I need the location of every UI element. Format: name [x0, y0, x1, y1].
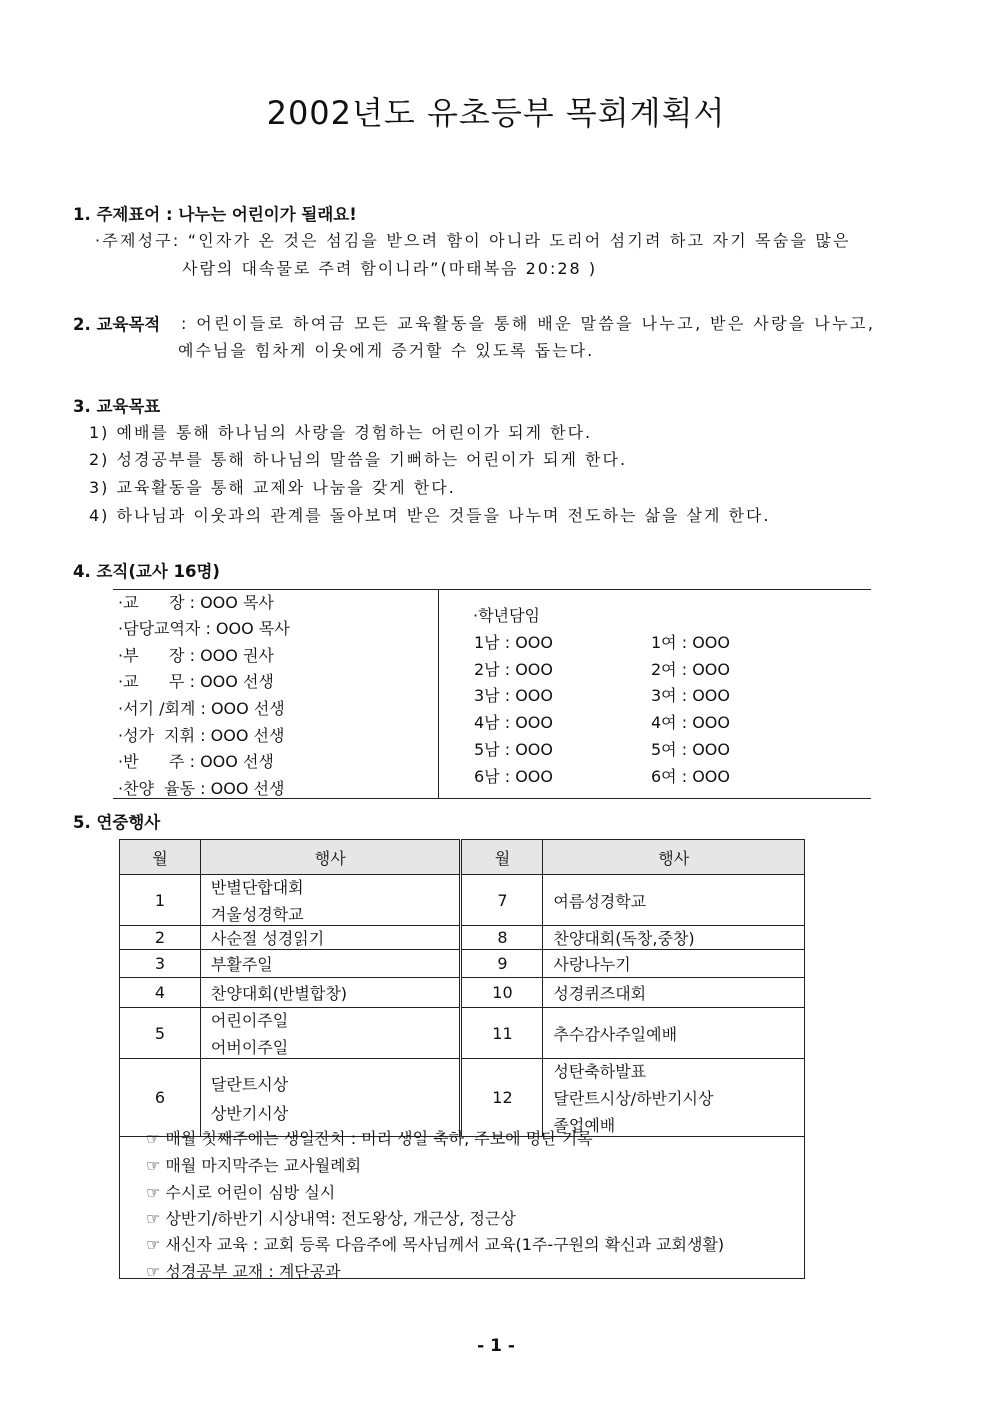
- goal-item: 1) 예배를 통해 하나님의 사랑을 경험하는 어린이가 되게 한다.: [89, 423, 593, 442]
- month-cell: 7: [461, 875, 543, 926]
- education-purpose-line-1: : 어린이들로 하여금 모든 교육활동을 통해 배운 말씀을 나누고, 받은 사랑을 나누고,: [181, 314, 876, 333]
- staff-item: ·서기 /회계 : OOO 선생: [118, 699, 285, 718]
- grade-teacher-title: ·학년담임: [473, 606, 540, 625]
- grade-teacher-girls: 3여 : OOO: [651, 686, 730, 705]
- month-cell: 1: [120, 875, 201, 926]
- event-cell: 찬양대회(반별합창): [200, 978, 461, 1008]
- table-row: [120, 978, 805, 1008]
- page-number: - 1 -: [477, 1336, 515, 1356]
- column-header-month: 월: [461, 840, 543, 875]
- note-item: ☞ 매월 첫째주에는 생일잔치 : 미리 생일 축하, 주보에 명단 기록: [146, 1129, 593, 1148]
- table-header-row: [120, 840, 805, 875]
- theme-verse-line-1: ·주제성구: “인자가 온 것은 섬김을 받으려 함이 아니라 도리어 섬기려 하고 자기 목숨을 많은: [95, 231, 851, 250]
- event-cell: 반별단합대회 겨울성경학교: [200, 875, 461, 926]
- month-cell: 4: [120, 978, 201, 1008]
- month-cell: 2: [120, 926, 201, 950]
- month-cell: 11: [461, 1008, 543, 1059]
- event-cell: 성탄축하발표 달란트시상/하반기시상 졸업예배: [543, 1059, 805, 1137]
- section-2-heading: 2. 교육목적: [73, 315, 161, 334]
- month-cell: 8: [461, 926, 543, 950]
- org-divider: [438, 589, 439, 798]
- section-1-heading: 1. 주제표어 : 나누는 어린이가 될래요!: [73, 205, 357, 224]
- note-item: ☞ 새신자 교육 : 교회 등록 다음주에 목사님께서 교육(1주-구원의 확신과 교회생활): [146, 1235, 725, 1254]
- column-header-month: 월: [120, 840, 201, 875]
- grade-teacher-girls: 4여 : OOO: [651, 713, 730, 732]
- event-cell: 추수감사주일예배: [543, 1008, 805, 1059]
- month-cell: 6: [120, 1059, 201, 1137]
- event-cell: 부활주일: [200, 950, 461, 978]
- month-cell: 12: [461, 1059, 543, 1137]
- month-cell: 3: [120, 950, 201, 978]
- grade-teacher-boys: 5남 : OOO: [474, 740, 553, 759]
- goal-item: 3) 교육활동을 통해 교제와 나눔을 갖게 한다.: [89, 478, 456, 497]
- table-row: [120, 950, 805, 978]
- grade-teacher-boys: 4남 : OOO: [474, 713, 553, 732]
- month-cell: 9: [461, 950, 543, 978]
- section-3-heading: 3. 교육목표: [73, 397, 161, 416]
- grade-teacher-boys: 2남 : OOO: [474, 660, 553, 679]
- event-cell: 사순절 성경읽기: [200, 926, 461, 950]
- event-cell: 사랑나누기: [543, 950, 805, 978]
- month-cell: 5: [120, 1008, 201, 1059]
- staff-item: ·찬양 율동 : OOO 선생: [118, 779, 285, 798]
- table-row: [120, 1008, 805, 1059]
- event-cell: 어린이주일 어버이주일: [200, 1008, 461, 1059]
- goal-item: 4) 하나님과 이웃과의 관계를 돌아보며 받은 것들을 나누며 전도하는 삶을 살게 한다.: [89, 506, 771, 525]
- goal-item: 2) 성경공부를 통해 하나님의 말씀을 기뻐하는 어린이가 되게 한다.: [89, 450, 628, 469]
- staff-item: ·부 장 : OOO 권사: [118, 646, 274, 665]
- section-5-heading: 5. 연중행사: [73, 813, 161, 832]
- grade-teacher-girls: 1여 : OOO: [651, 633, 730, 652]
- grade-teacher-boys: 6남 : OOO: [474, 767, 553, 786]
- column-header-event: 행사: [543, 840, 805, 875]
- grade-teacher-boys: 3남 : OOO: [474, 686, 553, 705]
- column-header-event: 행사: [200, 840, 461, 875]
- table-row: [120, 875, 805, 926]
- theme-verse-line-2: 사람의 대속물로 주려 함이니라”(마태복음 20:28 ): [182, 259, 598, 278]
- grade-teacher-girls: 5여 : OOO: [651, 740, 730, 759]
- staff-item: ·담당교역자 : OOO 목사: [118, 619, 290, 638]
- staff-item: ·교 무 : OOO 선생: [118, 672, 274, 691]
- event-cell: 달란트시상 상반기시상: [200, 1059, 461, 1137]
- event-cell: 찬양대회(독창,중창): [543, 926, 805, 950]
- grade-teacher-girls: 6여 : OOO: [651, 767, 730, 786]
- annual-events-table: [119, 839, 805, 1137]
- staff-item: ·성가 지휘 : OOO 선생: [118, 726, 285, 745]
- note-item: ☞ 매월 마지막주는 교사월례회: [146, 1156, 362, 1175]
- events-notes-box: [119, 1126, 805, 1279]
- section-4-heading: 4. 조직(교사 16명): [73, 562, 220, 581]
- month-cell: 10: [461, 978, 543, 1008]
- table-row: [120, 1059, 805, 1137]
- page-title: 2002년도 유초등부 목회계획서: [266, 94, 726, 132]
- grade-teacher-girls: 2여 : OOO: [651, 660, 730, 679]
- event-cell: 여름성경학교: [543, 875, 805, 926]
- table-row: [120, 926, 805, 950]
- note-item: ☞ 성경공부 교재 : 계단공과: [146, 1262, 341, 1281]
- note-item: ☞ 상반기/하반기 시상내역: 전도왕상, 개근상, 정근상: [146, 1209, 516, 1228]
- staff-item: ·반 주 : OOO 선생: [118, 752, 274, 771]
- staff-item: ·교 장 : OOO 목사: [118, 593, 274, 612]
- grade-teacher-boys: 1남 : OOO: [474, 633, 553, 652]
- education-purpose-line-2: 예수님을 힘차게 이웃에게 증거할 수 있도록 돕는다.: [178, 341, 595, 360]
- event-cell: 성경퀴즈대회: [543, 978, 805, 1008]
- note-item: ☞ 수시로 어린이 심방 실시: [146, 1183, 336, 1202]
